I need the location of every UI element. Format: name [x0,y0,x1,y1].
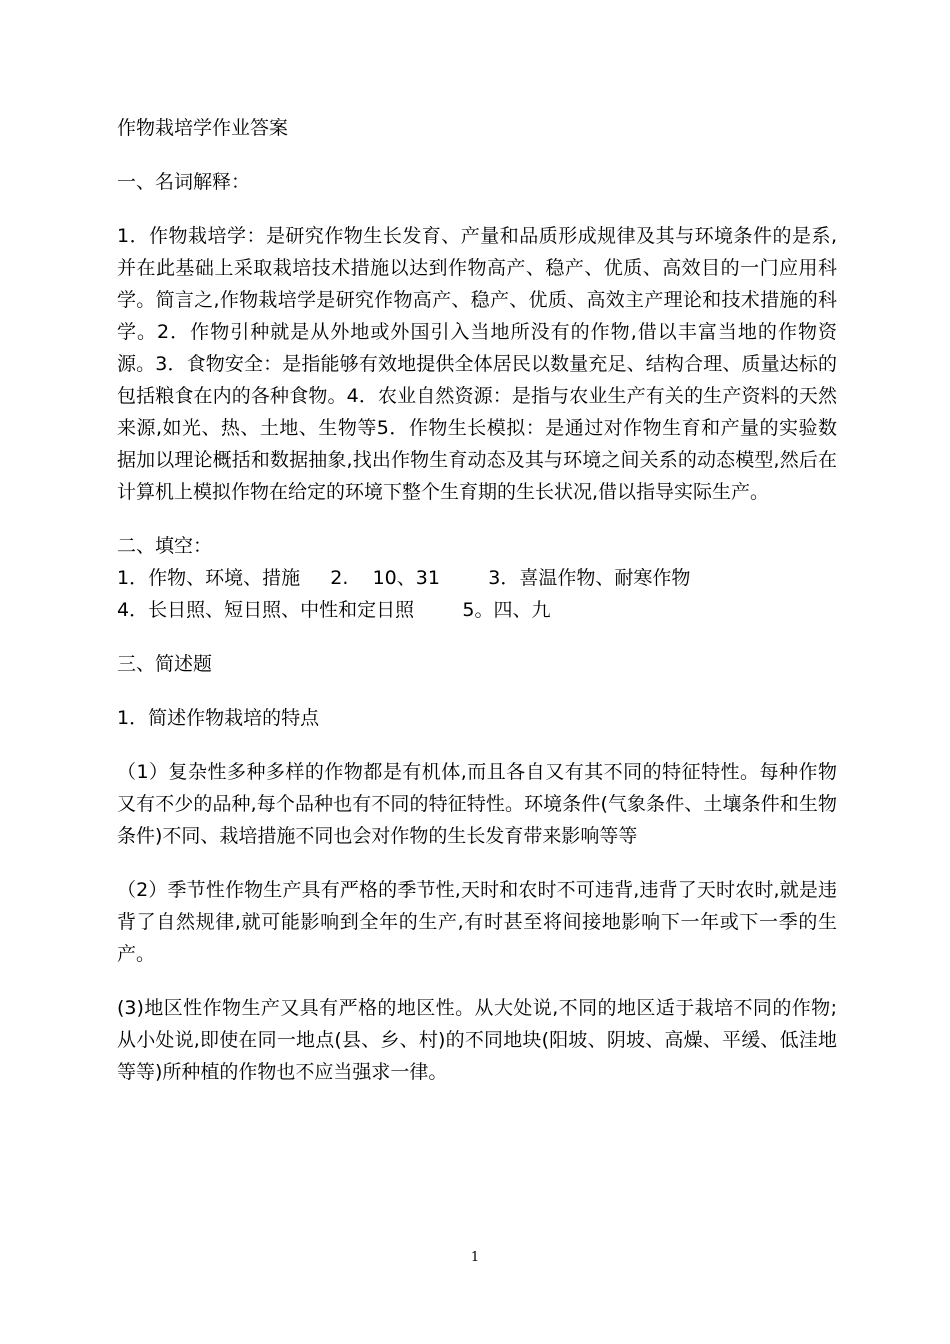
answer-point-regionality: (3)地区性作物生产又具有严格的地区性。从大处说,不同的地区适于栽培不同的作物;从小处说,即使在同一地点(县、乡、村)的不同地块(阳坡、阴坡、高燥、平缓、低洼地等等)所种植的作物也不应当强求一律。 [117,997,837,1083]
document-title: 作物栽培学作业答案 [117,117,289,139]
page-number: 1 [470,1250,480,1265]
fill-in-answers-row-2: 4．长日照、短日照、中性和定日照 5。四、九 [117,599,551,621]
answer-point-complexity: （1）复杂性多种多样的作物都是有机体,而且各自又有其不同的特征特性。每种作物又有不少的品种,每个品种也有不同的特征特性。环境条件(气象条件、土壤条件和生物条件)不同、栽培措施不同也会对作物的生长发育带来影响等等 [117,761,837,847]
document-content [117,112,837,1088]
section-heading-short-answer: 三、简述题 [117,653,213,675]
section-heading-fill-in: 二、填空： [117,535,213,557]
definitions-paragraph: 1．作物栽培学：是研究作物生长发育、产量和品质形成规律及其与环境条件的是系,并在此基础上采取栽培技术措施以达到作物高产、稳产、优质、高效目的一门应用科学。简言之,作物栽培学是研究作物高产、稳产、优质、高效主产理论和技术措施的科学。2．作物引种就是从外地或外国引入当地所没有的作物,借以丰富当地的作物资源。3．食物安全：是指能够有效地提供全体居民以数量充足、结构合理、质量达标的包括粮食在内的各种食物。4．农业自然资源：是指与农业生产有关的生产资料的天然来源,如光、热、土地、生物等5．作物生长模拟：是通过对作物生育和产量的实验数据加以理论概括和数据抽象,找出作物生育动态及其与环境之间关系的动态模型,然后在计算机上模拟作物在给定的环境下整个生育期的生长状况,借以指导实际生产。 [117,225,837,503]
answer-point-seasonality: （2）季节性作物生产具有严格的季节性,天时和农时不可违背,违背了天时农时,就是违背了自然规律,就可能影响到全年的生产,有时甚至将间接地影响下一年或下一季的生产。 [117,879,837,965]
fill-in-answers-row-1: 1．作物、环境、措施 2. 10、31 3．喜温作物、耐寒作物 [117,567,691,589]
section-heading-definitions: 一、名词解释： [117,171,251,193]
question-1-heading: 1．简述作物栽培的特点 [117,707,320,729]
